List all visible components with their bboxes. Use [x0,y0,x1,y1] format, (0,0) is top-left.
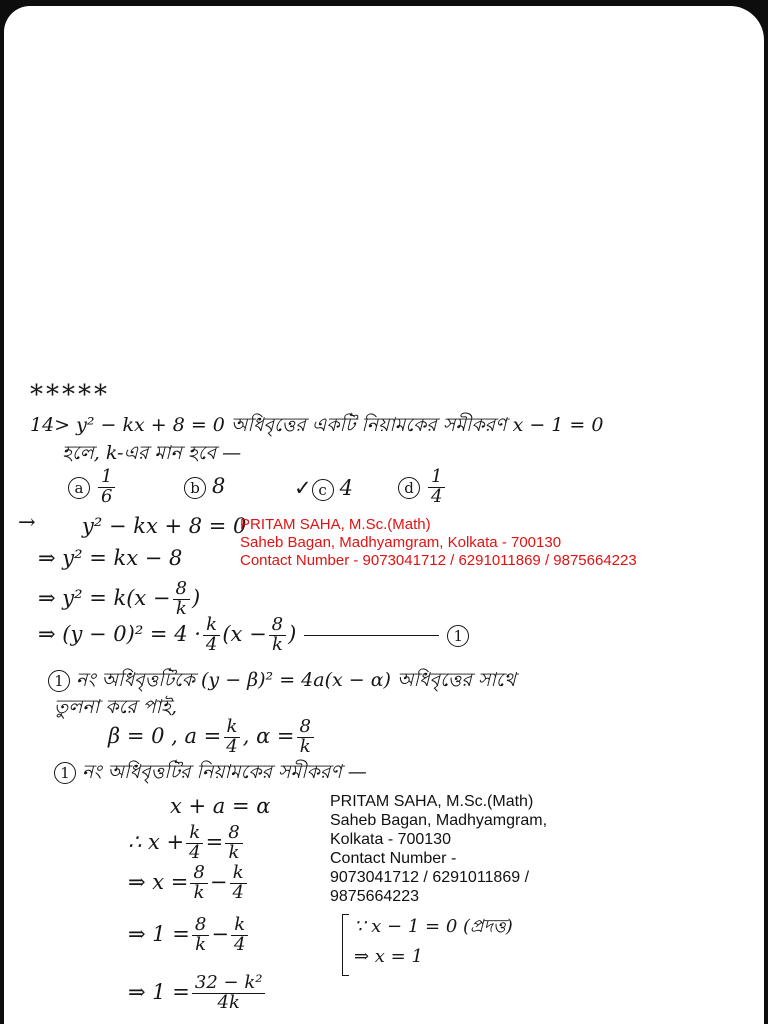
stars-marker: ***** [30,380,110,410]
directrix-step-3: ⇒ x = $\frac{8}{k}$ − $\frac{k}{4}$ [128,864,249,903]
stamp-address-2: Kolkata - 700130 [330,831,451,848]
given-note-1: ∵ x − 1 = 0 (প্রদত্ত) [354,916,513,937]
comparison-line-1: 1 নং অধিবৃত্তটিকে (y − β)² = 4a(x − α) অধিবৃত্তের সাথে [48,670,516,692]
stamp-contact: Contact Number - 9073041712 / 6291011869 / 9875664223 [240,552,637,569]
check-mark-icon: ✓ [294,476,312,500]
parameters: β = 0 , a = $\frac{k}{4}$ , α = $\frac{8}{k}$ [108,718,316,757]
directrix-step-4: ⇒ 1 = $\frac{8}{k}$ − $\frac{k}{4}$ [128,916,250,955]
contact-stamp-red [240,516,637,570]
directrix-step-5: ⇒ 1 = $\frac{\text{32 − k²}}{4k}$ [128,974,267,1013]
stamp-address: Saheb Bagan, Madhyamgram, Kolkata - 700130 [240,534,562,551]
contact-stamp-black [330,792,547,906]
step-1: y² − kx + 8 = 0 [82,514,247,538]
step-2: ⇒ y² = kx − 8 [38,546,183,570]
given-note-2: ⇒ x = 1 [354,946,423,967]
stamp-name: PRITAM SAHA, M.Sc.(Math) [240,516,431,533]
note-bracket [342,914,349,976]
stamp-name: PRITAM SAHA, M.Sc.(Math) [330,793,534,810]
directrix-step-2: ∴ x + $\frac{k}{4}$ = $\frac{8}{k}$ [128,824,245,863]
option-letter: c [312,479,334,501]
option-c-selected: ✓ c 4 [294,476,353,500]
solution-arrow: → [18,510,36,534]
question-line-2: হলে, k-এর মান হবে — [62,442,242,464]
comparison-line-2: তুলনা করে পাই, [54,696,178,718]
option-d: d $\frac{1}{4}$ [398,468,447,507]
equation-number: 1 [447,625,469,647]
directrix-step-1: x + a = α [170,794,271,818]
stamp-contact-label: Contact Number - [330,850,457,867]
option-letter: b [184,477,206,499]
option-letter: d [398,477,420,499]
stamp-contact-numbers-1: 9073041712 / 6291011869 / [330,869,530,886]
option-a: a $\frac{1}{6}$ [68,468,117,507]
stamp-address-1: Saheb Bagan, Madhyamgram, [330,812,548,829]
question-line-1: 14> y² − kx + 8 = 0 অধিবৃত্তের একটি নিয়ামকের সমীকরণ x − 1 = 0 [30,414,604,436]
notebook-page [4,6,764,1024]
stamp-contact-numbers-2: 9875664223 [330,888,419,905]
option-letter: a [68,477,90,499]
step-4: ⇒ (y − 0)² = 4 · $\frac{k}{4}$ (x − $\frac{8}{k}$ ) 1 [38,616,475,655]
directrix-heading: 1 নং অধিবৃত্তটির নিয়ামকের সমীকরণ — [54,762,367,784]
step-3: ⇒ y² = k(x − $\frac{8}{k}$ ) [38,578,201,619]
option-b: b 8 [184,476,225,499]
